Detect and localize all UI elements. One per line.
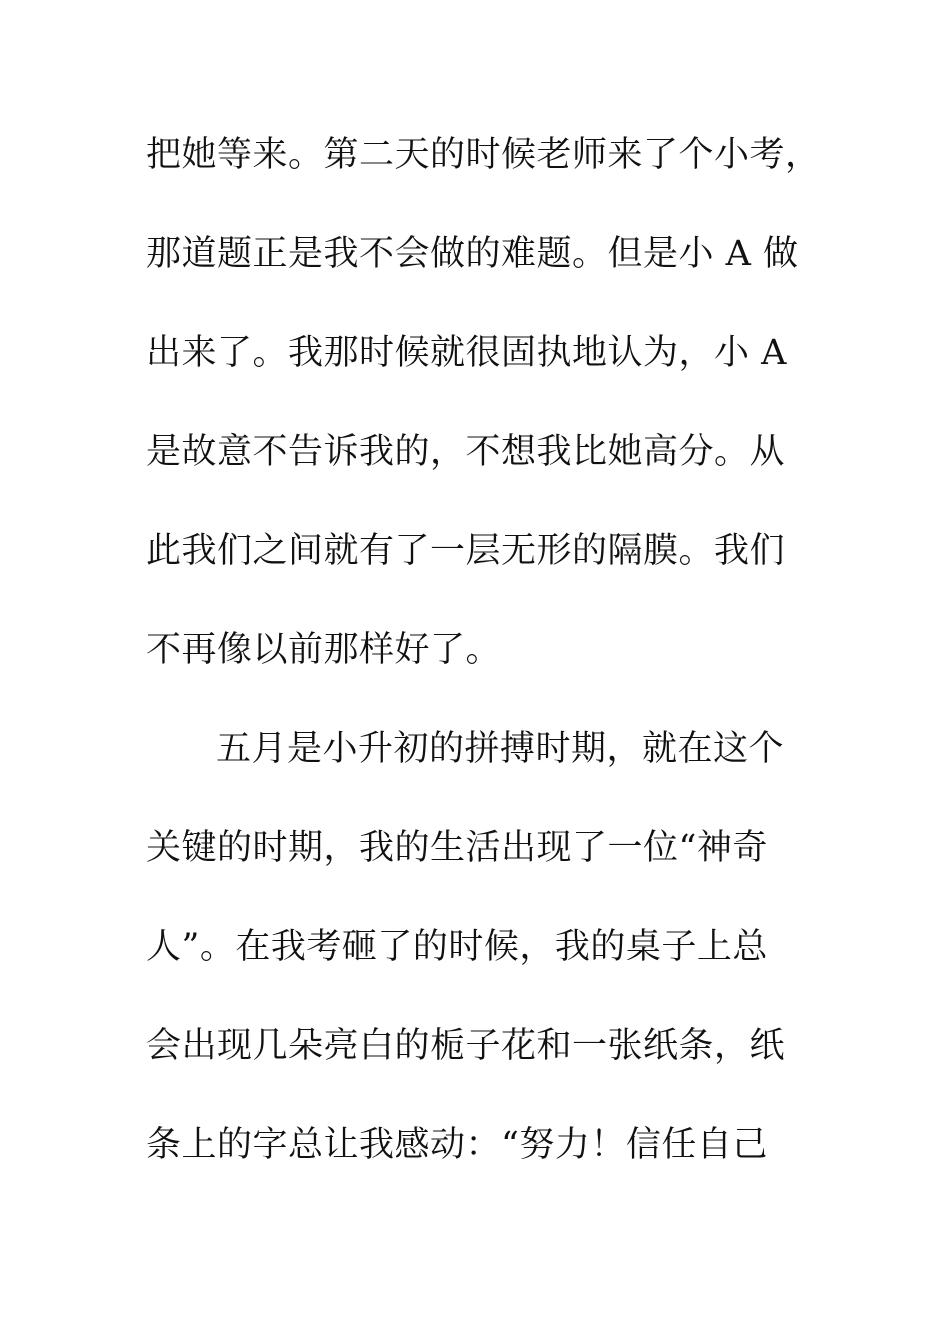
- text-line: 关键的时期，我的生活出现了一位“神奇: [146, 828, 768, 868]
- body-text: [146, 125, 821, 1214]
- text-line: 会出现几朵亮白的栀子花和一张纸条，纸: [146, 1026, 786, 1066]
- text-line: 出来了。我那时候就很固执地认为，小 A: [146, 333, 787, 373]
- text-line: 是故意不告诉我的，不想我比她高分。从: [146, 432, 786, 472]
- text-line: 条上的字总让我感动：“努力！信任自己: [146, 1125, 768, 1165]
- text-line: 不再像以前那样好了。: [146, 630, 502, 670]
- text-line: 此我们之间就有了一层无形的隔膜。我们: [146, 531, 786, 571]
- text-line: 人”。在我考砸了的时候，我的桌子上总: [146, 927, 768, 967]
- text-line: 那道题正是我不会做的难题。但是小 A 做: [146, 234, 799, 274]
- paragraph-start-line: 五月是小升初的拼搏时期，就在这个: [216, 729, 785, 769]
- text-line: 把她等来。第二天的时候老师来了个小考，: [146, 135, 821, 175]
